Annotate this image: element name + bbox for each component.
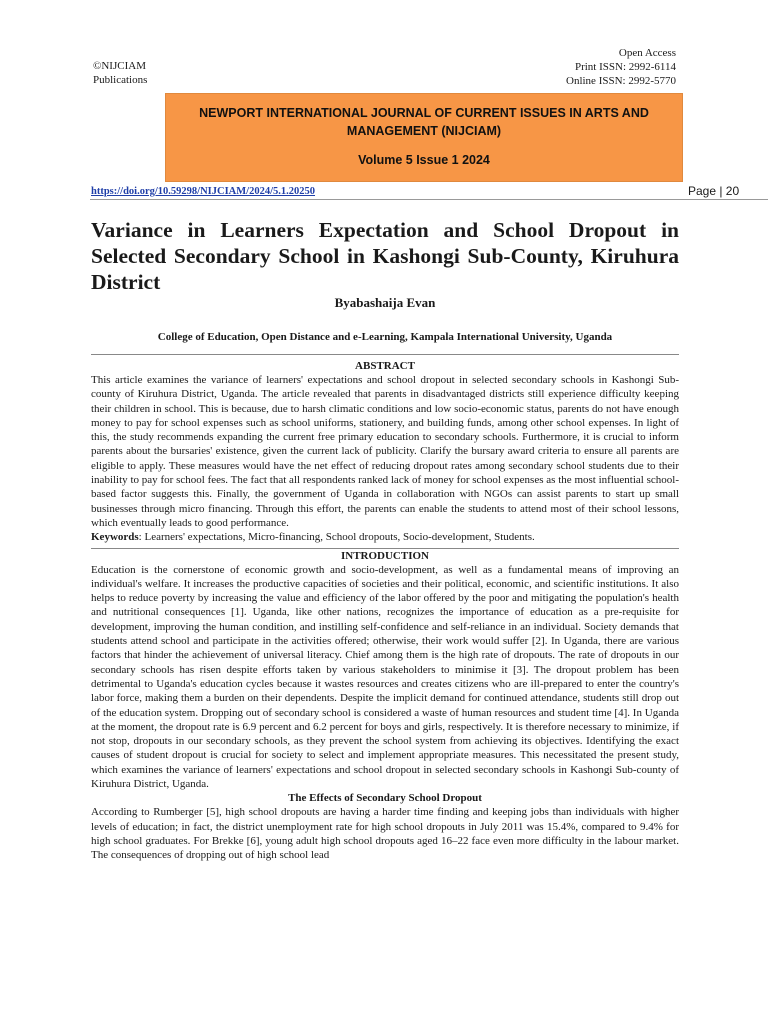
volume-issue: Volume 5 Issue 1 2024	[358, 153, 490, 167]
print-issn: Print ISSN: 2992-6114	[574, 61, 676, 73]
page-number: Page | 20	[688, 184, 740, 198]
keywords	[91, 530, 679, 544]
author-affiliation: College of Education, Open Distance and e-Learning, Kampala International University, Uganda	[157, 331, 613, 343]
introduction-heading: INTRODUCTION	[340, 549, 429, 562]
header-divider	[90, 199, 768, 200]
abstract-divider	[91, 354, 679, 355]
abstract-heading: ABSTRACT	[355, 360, 415, 372]
open-access-label: Open Access	[618, 47, 676, 59]
effects-text: According to Rumberger [5], high school dropouts are having a harder time finding and keeping jobs than individuals with higher levels of education; in fact, the district unemployment rate for high school dropouts in July 2011 was 15.4%, compared to 9.4% for high school graduates. For Brekke [6], young adult high school dropouts aged 16–22 face even more difficulty in the labour market. The consequences of dropping out of high school lead	[91, 806, 679, 862]
publisher-label: Publications	[93, 74, 148, 86]
doi-link[interactable]: https://doi.org/10.59298/NIJCIAM/2024/5.1.20250	[91, 186, 316, 197]
abstract-text: This article examines the variance of learners' expectations and school dropout in selected secondary schools in Kashongi Sub-county of Kiruhura District, Uganda. The article revealed that parents in disadvantaged districts still experience difficulty keeping their children in school. This is because, due to harsh climatic conditions and low socio-economic status, parents do not have enough money to pay for school expenses such as school uniforms, stationery, and building funds, among other school expenses. In light of this, the study recommends expanding the current free primary education to secondary schools. Furthermore, it is crucial to inform parents about the bursaries' existence, given the current lack of publicity. Clarify the bursary award criteria to ensure all parents are eligible to apply. These measures would have the net effect of reducing dropout rates among secondary school students due to their inability to pay for school fees. The fact that all respondents ranked lack of money for school expenses as the most influential school-based factor suggests this. Finally, the government of Uganda in collaboration with NGOs can assist parents to start up small businesses through micro financing. Through this effort, the parents can enable the students to attend most of their school lessons, which eventually leads to good performance.	[91, 374, 679, 529]
article-body	[91, 359, 679, 863]
publisher-info	[93, 59, 147, 87]
article-title: Variance in Learners Expectation and School Dropout in Selected Secondary School in Kashongi Sub-County, Kiruhura District	[91, 218, 679, 294]
keywords-label: Keywords	[91, 531, 139, 544]
journal-banner	[165, 93, 683, 182]
introduction-text: Education is the cornerstone of economic growth and socio-development, as well as a fundamental means of improving an individual's welfare. It increases the productive capacities of societies and their political, economic, and scientific institutions. It also helps to reduce poverty by increasing the value and efficiency of the labor offered by the poor and mitigating the population's health and nutritional consequences [1]. Uganda, like other nations, recognizes the importance of education as a pre-requisite for development, improving the human condition, and instilling self-confidence and self-reliance in an individual. Society demands that students attend school and participate in the activities offered; otherwise, their work would suffer [2]. In Uganda, there are various factors that hinder the achievement of universal literacy. Chief among them is the high rate of dropouts. The rate of dropouts in our secondary schools has risen despite efforts taken by various stakeholders to minimise it [3]. The dropout problem has been detrimental to Uganda's education cycles because it wastes resources and creates citizens who are ill-prepared to enter the country's labor force, making them a burden on their dependents. Despite the implicit demand for continued attendance, students still drop out of the education system. Dropping out of secondary school is considered a waste of human resources and student time [4]. In Uganda at the moment, the dropout rate is 6.9 percent and 6.2 percent for boys and girls, respectively. It is therefore necessary to minimize, if not stop, dropouts in our secondary schools, as they prevent the school system from achieving its objectives. Identifying the exact causes of student dropout is crucial for society to select and implement appropriate measures. This necessitated the present study, which examines the variance of learners' expectations and school dropout in selected secondary schools in Kashongi Sub-county of Kiruhura District, Uganda.	[91, 563, 679, 791]
effects-heading: The Effects of Secondary School Dropout	[288, 792, 482, 805]
author-name: Byabashaija Evan	[334, 295, 436, 310]
online-issn: Online ISSN: 2992-5770	[566, 75, 676, 87]
journal-title: NEWPORT INTERNATIONAL JOURNAL OF CURRENT ISSUES IN ARTS AND MANAGEMENT (NIJCIAM)	[199, 106, 649, 138]
keywords-list: : Learners' expectations, Micro-financing, School dropouts, Socio-development, Students.	[138, 531, 535, 544]
publisher-name: ©NIJCIAM	[93, 60, 146, 72]
issn-info	[566, 46, 676, 88]
